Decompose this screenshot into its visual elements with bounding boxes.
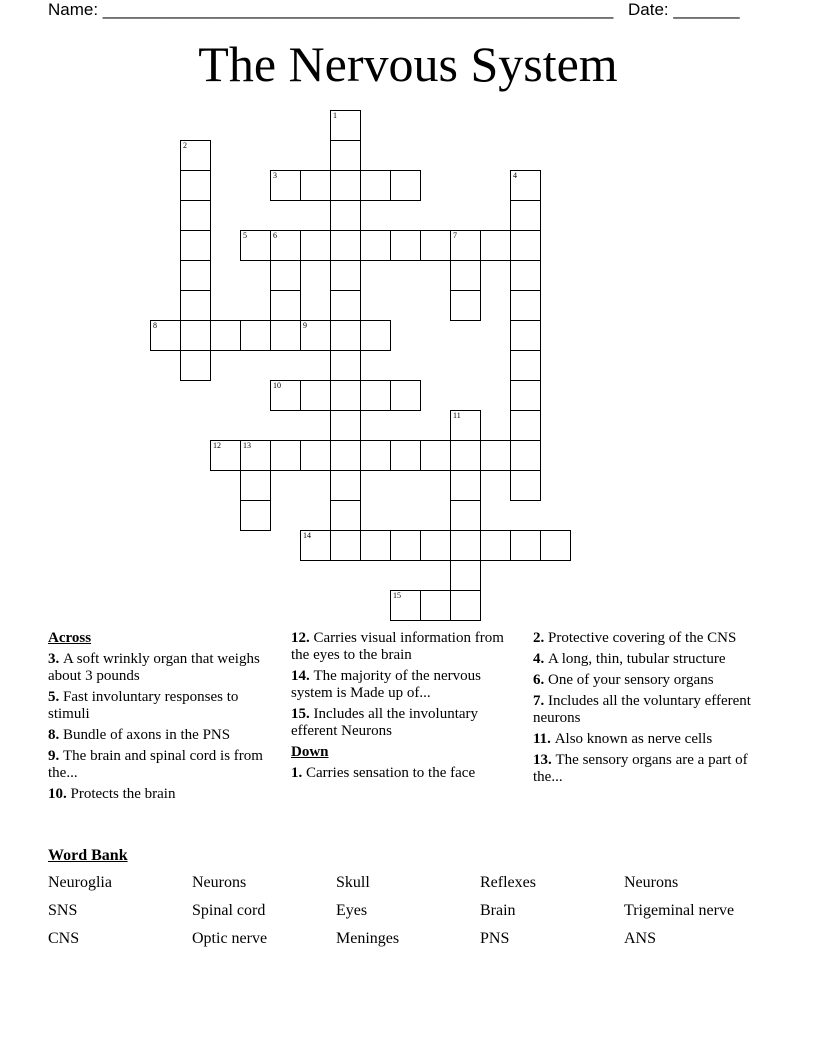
crossword-cell[interactable] xyxy=(330,320,361,351)
crossword-cell[interactable] xyxy=(180,140,211,171)
crossword-cell[interactable] xyxy=(360,530,391,561)
clue-number: 12 xyxy=(213,441,221,450)
crossword-cell[interactable] xyxy=(480,440,511,471)
crossword-cell[interactable] xyxy=(330,110,361,141)
crossword-cell[interactable] xyxy=(330,380,361,411)
crossword-cell[interactable] xyxy=(450,500,481,531)
clues-column-1 xyxy=(48,630,273,807)
crossword-cell[interactable] xyxy=(240,230,271,261)
word-bank-item: Neuroglia xyxy=(48,874,112,891)
crossword-cell[interactable] xyxy=(270,380,301,411)
crossword-cell[interactable] xyxy=(270,320,301,351)
crossword-cell[interactable] xyxy=(510,350,541,381)
crossword-cell[interactable] xyxy=(270,170,301,201)
clue-number: 9. xyxy=(48,748,63,764)
crossword-cell[interactable] xyxy=(270,260,301,291)
crossword-cell[interactable] xyxy=(330,200,361,231)
crossword-cell[interactable] xyxy=(450,470,481,501)
clue-text: One of your sensory organs xyxy=(548,672,714,688)
clue xyxy=(48,748,273,782)
crossword-cell[interactable] xyxy=(240,470,271,501)
clue-number: 7 xyxy=(453,231,457,240)
clue-number: 10. xyxy=(48,786,71,802)
crossword-cell[interactable] xyxy=(300,380,331,411)
clue-text: Carries sensation to the face xyxy=(306,765,476,781)
word-bank-item: Eyes xyxy=(336,902,368,919)
clue-number: 6. xyxy=(533,672,548,688)
crossword-cell[interactable] xyxy=(420,590,451,621)
clues-column-2 xyxy=(291,630,516,786)
word-bank-item: CNS xyxy=(48,930,80,947)
crossword-cell[interactable] xyxy=(300,530,331,561)
clue-number: 3. xyxy=(48,651,63,667)
name-field-label: Name: ______________________________________________________ xyxy=(48,0,614,19)
word-bank-item: Meninges xyxy=(336,930,400,947)
crossword-cell[interactable] xyxy=(330,350,361,381)
clue xyxy=(533,651,758,668)
crossword-cell[interactable] xyxy=(390,440,421,471)
crossword-cell[interactable] xyxy=(360,440,391,471)
crossword-cell[interactable] xyxy=(360,320,391,351)
clue-number: 4 xyxy=(513,171,517,180)
crossword-cell[interactable] xyxy=(330,230,361,261)
across-heading: Across xyxy=(48,630,92,646)
clue-number: 14. xyxy=(291,668,314,684)
crossword-cell[interactable] xyxy=(510,170,541,201)
word-bank-item: PNS xyxy=(480,930,510,947)
clue xyxy=(48,689,273,723)
crossword-cell[interactable] xyxy=(450,530,481,561)
clue-number: 14 xyxy=(303,531,311,540)
clue-text: The majority of the nervous system is Made up of... xyxy=(291,668,481,701)
crossword-cell[interactable] xyxy=(510,200,541,231)
clue xyxy=(533,731,758,748)
crossword-cell[interactable] xyxy=(330,260,361,291)
crossword-cell[interactable] xyxy=(240,440,271,471)
crossword-cell[interactable] xyxy=(510,470,541,501)
date-field-label: Date: _______ xyxy=(628,0,740,19)
clue xyxy=(533,630,758,647)
clue-text: A soft wrinkly organ that weighs about 3 pounds xyxy=(48,651,260,684)
clue xyxy=(48,651,273,685)
crossword-cell[interactable] xyxy=(390,230,421,261)
crossword-cell[interactable] xyxy=(510,320,541,351)
crossword-cell[interactable] xyxy=(240,320,271,351)
clue-text: Fast involuntary responses to stimuli xyxy=(48,689,239,722)
crossword-cell[interactable] xyxy=(330,170,361,201)
word-bank-item: Neurons xyxy=(192,874,247,891)
page-title: The Nervous System xyxy=(198,36,618,92)
crossword-cell[interactable] xyxy=(450,230,481,261)
clue-number: 2 xyxy=(183,141,187,150)
clue-number: 11 xyxy=(453,411,461,420)
clue xyxy=(533,693,758,727)
down-heading: Down xyxy=(291,744,329,760)
clue xyxy=(533,672,758,689)
clue-number: 15. xyxy=(291,706,314,722)
clues-column-3 xyxy=(533,630,758,790)
clue-number: 9 xyxy=(303,321,307,330)
clue-number: 7. xyxy=(533,693,548,709)
crossword-cell[interactable] xyxy=(360,170,391,201)
crossword-cell[interactable] xyxy=(510,410,541,441)
crossword-cell[interactable] xyxy=(300,230,331,261)
clue-number: 10 xyxy=(273,381,281,390)
crossword-cell[interactable] xyxy=(330,530,361,561)
crossword-cell[interactable] xyxy=(330,470,361,501)
crossword-cell[interactable] xyxy=(510,440,541,471)
crossword-cell[interactable] xyxy=(450,290,481,321)
crossword-cell[interactable] xyxy=(360,380,391,411)
clue-number: 15 xyxy=(393,591,401,600)
crossword-cell[interactable] xyxy=(390,530,421,561)
clue-number: 1. xyxy=(291,765,306,781)
crossword-cell[interactable] xyxy=(450,440,481,471)
crossword-cell[interactable] xyxy=(510,230,541,261)
crossword-cell[interactable] xyxy=(420,440,451,471)
crossword-cell[interactable] xyxy=(390,170,421,201)
clue xyxy=(291,630,516,664)
word-bank-item: Brain xyxy=(480,902,516,919)
crossword-cell[interactable] xyxy=(180,170,211,201)
clue-number: 1 xyxy=(333,111,337,120)
clue-text: The sensory organs are a part of the... xyxy=(533,752,748,785)
word-bank-item: Skull xyxy=(336,874,370,891)
crossword-cell[interactable] xyxy=(450,410,481,441)
clue-text: Protective covering of the CNS xyxy=(548,630,737,646)
crossword-cell[interactable] xyxy=(360,230,391,261)
clue-number: 6 xyxy=(273,231,277,240)
crossword-cell[interactable] xyxy=(150,320,181,351)
crossword-cell[interactable] xyxy=(330,290,361,321)
crossword-cell[interactable] xyxy=(180,290,211,321)
clue xyxy=(291,706,516,740)
clue-number: 11. xyxy=(533,731,555,747)
clue-text: Includes all the voluntary efferent neurons xyxy=(533,693,751,726)
crossword-cell[interactable] xyxy=(270,290,301,321)
crossword-cell[interactable] xyxy=(450,260,481,291)
crossword-cell[interactable] xyxy=(450,560,481,591)
clue-text: Bundle of axons in the PNS xyxy=(63,727,231,743)
crossword-cell[interactable] xyxy=(180,260,211,291)
crossword-cell[interactable] xyxy=(420,230,451,261)
crossword-cell[interactable] xyxy=(450,590,481,621)
crossword-cell[interactable] xyxy=(330,140,361,171)
clue-number: 12. xyxy=(291,630,314,646)
clue-number: 5 xyxy=(243,231,247,240)
clue xyxy=(48,786,273,803)
clue xyxy=(291,765,516,782)
crossword-cell[interactable] xyxy=(180,320,211,351)
crossword-cell[interactable] xyxy=(510,290,541,321)
clue-number: 8. xyxy=(48,727,63,743)
word-bank-item: Neurons xyxy=(624,874,679,891)
crossword-cell[interactable] xyxy=(300,440,331,471)
crossword-cell[interactable] xyxy=(480,530,511,561)
word-bank-title: Word Bank xyxy=(48,847,128,864)
clue-text: A long, thin, tubular structure xyxy=(548,651,726,667)
crossword-cell[interactable] xyxy=(180,350,211,381)
crossword-cell[interactable] xyxy=(480,230,511,261)
crossword-cell[interactable] xyxy=(540,530,571,561)
crossword-cell[interactable] xyxy=(240,500,271,531)
clue-text: Also known as nerve cells xyxy=(554,731,713,747)
word-bank-item: Spinal cord xyxy=(192,902,266,919)
crossword-cell[interactable] xyxy=(300,320,331,351)
clue-number: 4. xyxy=(533,651,548,667)
clue xyxy=(533,752,758,786)
clue xyxy=(48,727,273,744)
clue-text: Protects the brain xyxy=(70,786,176,802)
clue-text: Includes all the involuntary efferent Neurons xyxy=(291,706,479,739)
crossword-cell[interactable] xyxy=(180,230,211,261)
word-bank-item: ANS xyxy=(624,930,657,947)
crossword-cell[interactable] xyxy=(390,590,421,621)
word-bank-item: Optic nerve xyxy=(192,930,268,947)
clue-number: 13 xyxy=(243,441,251,450)
clue-number: 5. xyxy=(48,689,63,705)
crossword-cell[interactable] xyxy=(300,170,331,201)
word-bank-item: Reflexes xyxy=(480,874,536,891)
clue-number: 8 xyxy=(153,321,157,330)
clue-number: 2. xyxy=(533,630,548,646)
crossword-cell[interactable] xyxy=(510,260,541,291)
clue-text: The brain and spinal cord is from the... xyxy=(48,748,263,781)
crossword-cell[interactable] xyxy=(180,200,211,231)
crossword-cell[interactable] xyxy=(390,380,421,411)
crossword-cell[interactable] xyxy=(330,410,361,441)
crossword-cell[interactable] xyxy=(420,530,451,561)
crossword-cell[interactable] xyxy=(510,530,541,561)
clue-text: Carries visual information from the eyes to the brain xyxy=(291,630,504,663)
word-bank-item: Trigeminal nerve xyxy=(624,902,735,919)
clue xyxy=(291,668,516,702)
word-bank-item: SNS xyxy=(48,902,78,919)
crossword-cell[interactable] xyxy=(210,320,241,351)
crossword-cell[interactable] xyxy=(210,440,241,471)
crossword-cell[interactable] xyxy=(510,380,541,411)
clue-number: 3 xyxy=(273,171,277,180)
crossword-cell[interactable] xyxy=(330,500,361,531)
crossword-cell[interactable] xyxy=(330,440,361,471)
crossword-cell[interactable] xyxy=(270,230,301,261)
crossword-cell[interactable] xyxy=(270,440,301,471)
clue-number: 13. xyxy=(533,752,556,768)
